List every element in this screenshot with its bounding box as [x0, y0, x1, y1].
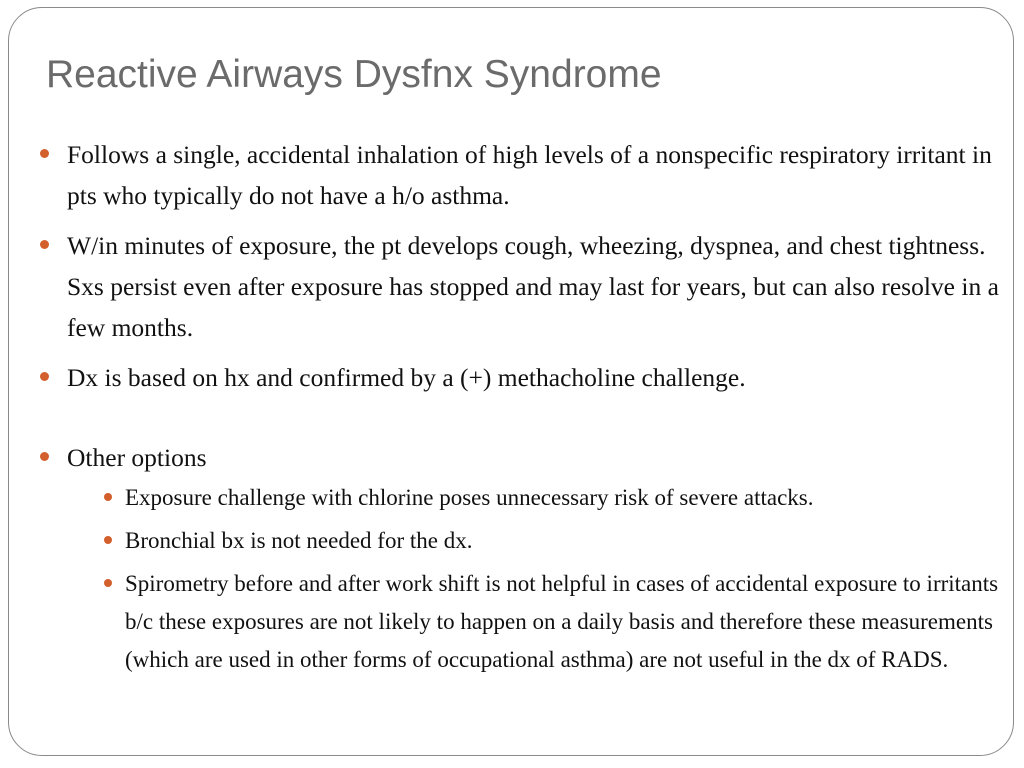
bullet-text: Other options: [67, 443, 207, 472]
slide-title: Reactive Airways Dysfnx Syndrome: [46, 53, 662, 96]
sub-bullet-item: [67, 565, 1000, 679]
slide-content: [40, 134, 1000, 684]
sub-bullet-text: Bronchial bx is not needed for the dx.: [125, 528, 473, 553]
sub-bullet-dot-icon: [104, 493, 112, 501]
bullet-item-other-options: [40, 437, 1000, 679]
bullet-item: [40, 357, 1000, 398]
bullet-dot-icon: [40, 240, 49, 249]
sub-bullet-text: Spirometry before and after work shift is not helpful in cases of accidental exposure to irritants b/c these exposures are not likely to happen on a daily basis and therefore these measurements (which are used in other forms of occupational asthma) are not useful in the dx of RADS.: [125, 571, 999, 672]
sub-bullet-item: [67, 522, 1000, 560]
bullet-text: W/in minutes of exposure, the pt develops cough, wheezing, dyspnea, and chest tightness. Sxs persist even after exposure has stopped and may last for years, but can also resolve in a few months.: [67, 231, 999, 342]
bullet-list: [40, 134, 1000, 679]
sub-bullet-dot-icon: [104, 536, 112, 544]
sub-bullet-item: [67, 479, 1000, 517]
sub-bullet-list: [67, 479, 1000, 679]
bullet-dot-icon: [40, 452, 49, 461]
bullet-item: [40, 225, 1000, 348]
bullet-dot-icon: [40, 149, 49, 158]
bullet-dot-icon: [40, 372, 49, 381]
bullet-text: Follows a single, accidental inhalation of high levels of a nonspecific respiratory irritant in pts who typically do not have a h/o asthma.: [67, 140, 992, 210]
sub-bullet-text: Exposure challenge with chlorine poses unnecessary risk of severe attacks.: [125, 485, 814, 510]
sub-bullet-dot-icon: [104, 579, 112, 587]
bullet-text: Dx is based on hx and confirmed by a (+) methacholine challenge.: [67, 363, 746, 392]
bullet-item: [40, 134, 1000, 216]
